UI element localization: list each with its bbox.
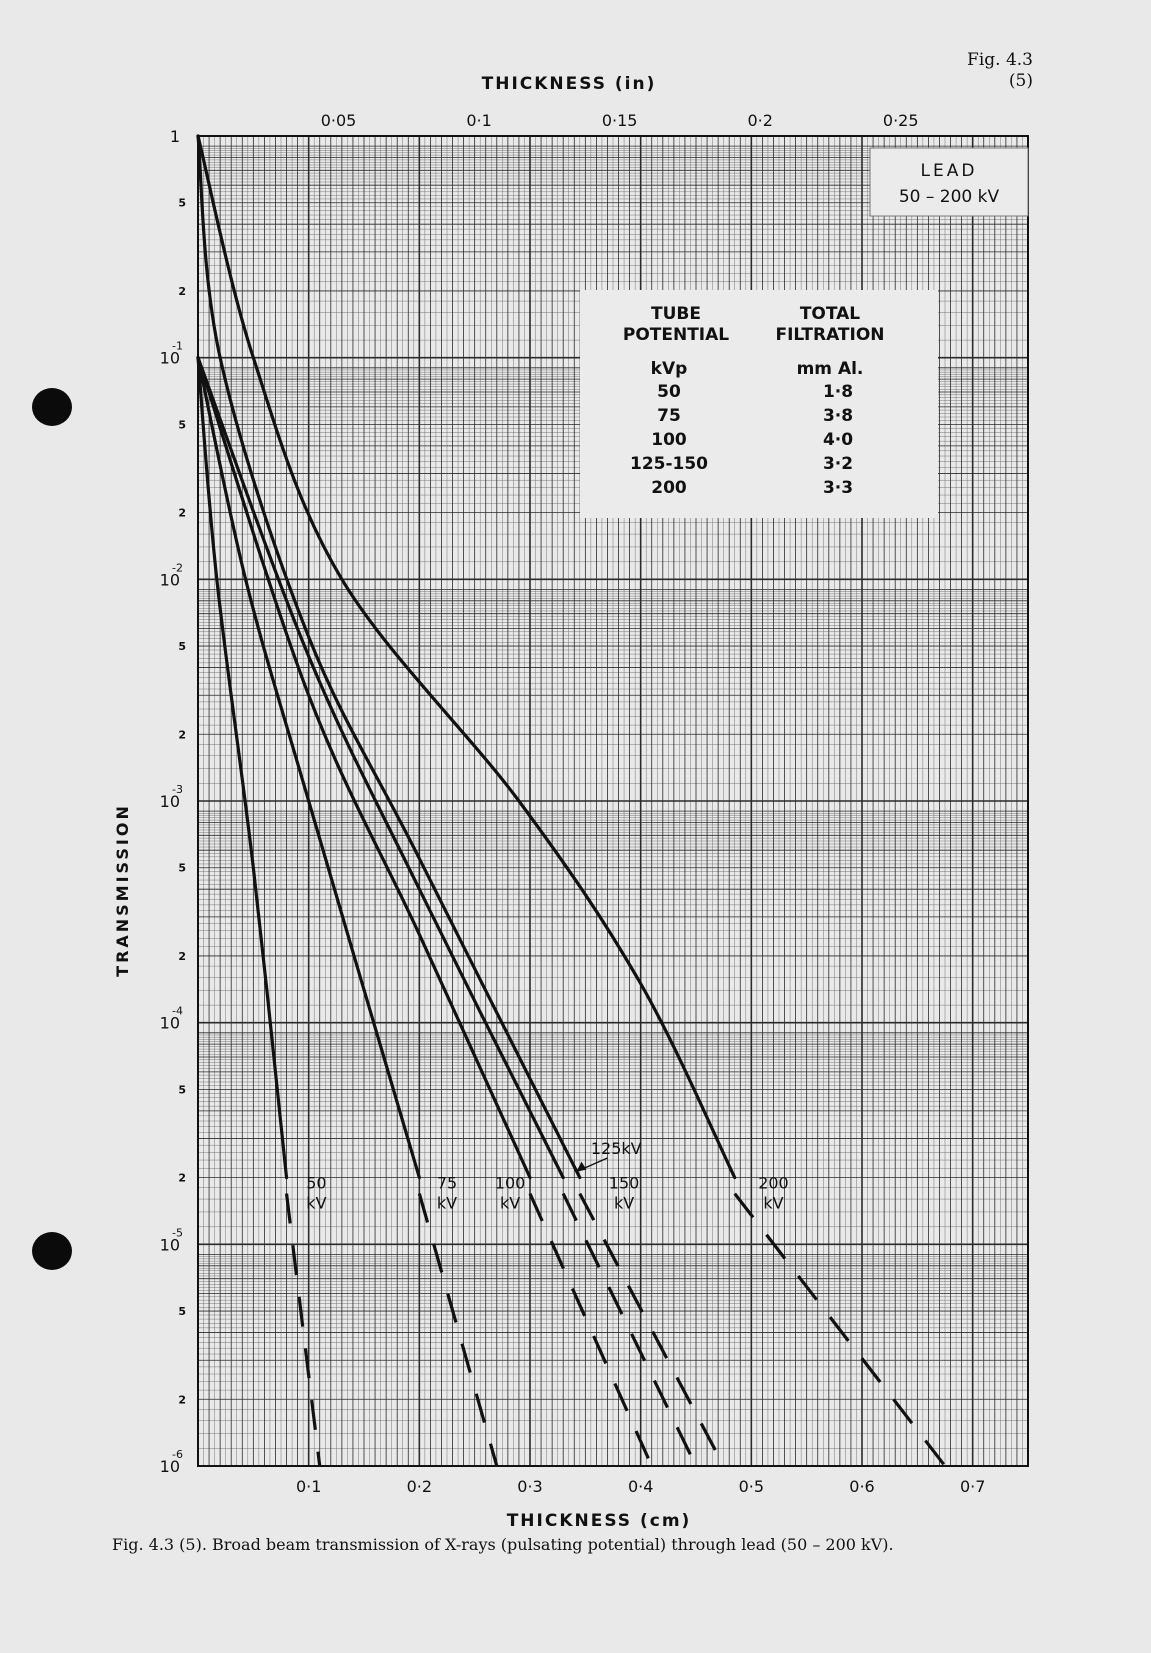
y-tick-decade: 10 [159, 792, 180, 811]
y-tick-decade: 10 [159, 348, 180, 368]
figure-number: Fig. 4.3 [967, 50, 1033, 70]
x-tick-label: 0·6 [849, 1477, 875, 1496]
y-tick-minor: 2 [178, 728, 186, 742]
x-tick-label: 0·4 [627, 1477, 654, 1496]
y-tick-decade: 10 [159, 1457, 180, 1476]
x-tick-labels [296, 1477, 985, 1496]
y-axis-title: TRANSMISSION [113, 803, 132, 977]
y-tick-minor: 5 [178, 861, 186, 875]
y-tick-minor: 2 [178, 1171, 186, 1185]
y-tick-minor: 2 [178, 1393, 186, 1407]
header-potential: POTENTIAL [622, 325, 730, 345]
x2-tick-label: 0·25 [882, 111, 919, 130]
filtration-table [580, 290, 938, 518]
x-tick-label: 0·1 [295, 1477, 322, 1496]
x-tick-label: 0·3 [517, 1477, 543, 1496]
y-tick-minor: 5 [178, 1083, 186, 1097]
curve-label-200-kv-0: 200 [758, 1173, 789, 1193]
y-tick-exponent: -6 [172, 1448, 183, 1461]
table-kvp-4: 200 [651, 478, 687, 498]
curve-label-150-kv-1: kV [613, 1193, 635, 1213]
x-axis-title: THICKNESS (cm) [506, 1511, 692, 1531]
y-tick-labels [160, 127, 186, 1476]
y-tick-minor: 2 [178, 284, 186, 298]
curve-label-75-kv-0: 75 [436, 1173, 458, 1193]
x2-tick-label: 0·05 [320, 111, 357, 130]
y-tick-exponent: -1 [172, 339, 183, 353]
y-tick-minor: 5 [178, 196, 186, 210]
curve-label-100-kv-0: 100 [494, 1173, 526, 1193]
y-tick-decade: 10 [159, 1235, 180, 1255]
header-tube: TUBE [651, 304, 701, 324]
curve-label-75-kv-1: kV [436, 1193, 458, 1213]
curve-label-200-kv-1: kV [763, 1193, 784, 1213]
curve-label-100-kv-1: kV [499, 1193, 521, 1213]
unit-mm-al: mm Al. [796, 359, 864, 379]
x-tick-label: 0·2 [406, 1477, 433, 1496]
y-tick-exponent: -3 [172, 783, 183, 796]
unit-kvp: kVp [650, 359, 688, 379]
y-tick-decade: 10 [159, 1013, 180, 1033]
y-tick-minor: 2 [178, 949, 186, 963]
x2-axis-title: THICKNESS (in) [481, 74, 657, 94]
kv-range-label: 50 – 200 kV [898, 187, 1000, 207]
y-tick-exponent: -2 [172, 561, 183, 575]
binder-hole-top [32, 388, 72, 426]
figure-caption: Fig. 4.3 (5). Broad beam transmission of X-rays (pulsating potential) through lead (50 – 200 kV). [112, 1535, 894, 1554]
x2-tick-label: 0·2 [747, 111, 773, 130]
y-tick-minor: 5 [178, 418, 186, 432]
x2-tick-label: 0·1 [466, 111, 492, 130]
x-tick-label: 0·5 [738, 1477, 765, 1496]
header-total: TOTAL [799, 304, 861, 324]
material-label: LEAD [920, 161, 978, 181]
table-filtration-2: 4·0 [822, 430, 854, 450]
y-tick-exponent: -4 [172, 1004, 183, 1018]
table-kvp-0: 50 [657, 382, 681, 402]
x2-tick-labels [321, 111, 919, 130]
y-tick-decade: 10 [159, 570, 180, 590]
binder-hole-bottom [32, 1232, 72, 1270]
table-kvp-3: 125-150 [629, 454, 709, 474]
y-tick-exponent: -5 [172, 1226, 183, 1240]
y-tick-decade: 1 [169, 127, 180, 146]
y-tick-minor: 2 [178, 506, 186, 520]
table-filtration-0: 1·8 [822, 382, 854, 402]
material-box [870, 148, 1028, 216]
table-kvp-2: 100 [651, 430, 687, 450]
x2-tick-label: 0·15 [601, 111, 638, 130]
y-tick-minor: 5 [178, 1305, 186, 1319]
curve-labels [306, 1139, 789, 1213]
table-filtration-1: 3·8 [822, 406, 854, 426]
figure-subnumber: (5) [1008, 71, 1033, 91]
header-filtration: FILTRATION [775, 325, 885, 345]
curve-150-kv [198, 136, 580, 1178]
curve-label-50-kv-1: kV [306, 1193, 327, 1213]
curve-label-150-kv-0: 150 [608, 1173, 640, 1193]
table-filtration-4: 3·3 [822, 478, 854, 498]
x-tick-label: 0·7 [959, 1477, 986, 1496]
curve-label-50-kv-0: 50 [306, 1173, 327, 1193]
y-tick-minor: 5 [178, 640, 186, 654]
curve-label-125-kv: 125kV [590, 1139, 642, 1158]
table-kvp-1: 75 [657, 406, 681, 426]
table-filtration-3: 3·2 [822, 454, 854, 474]
